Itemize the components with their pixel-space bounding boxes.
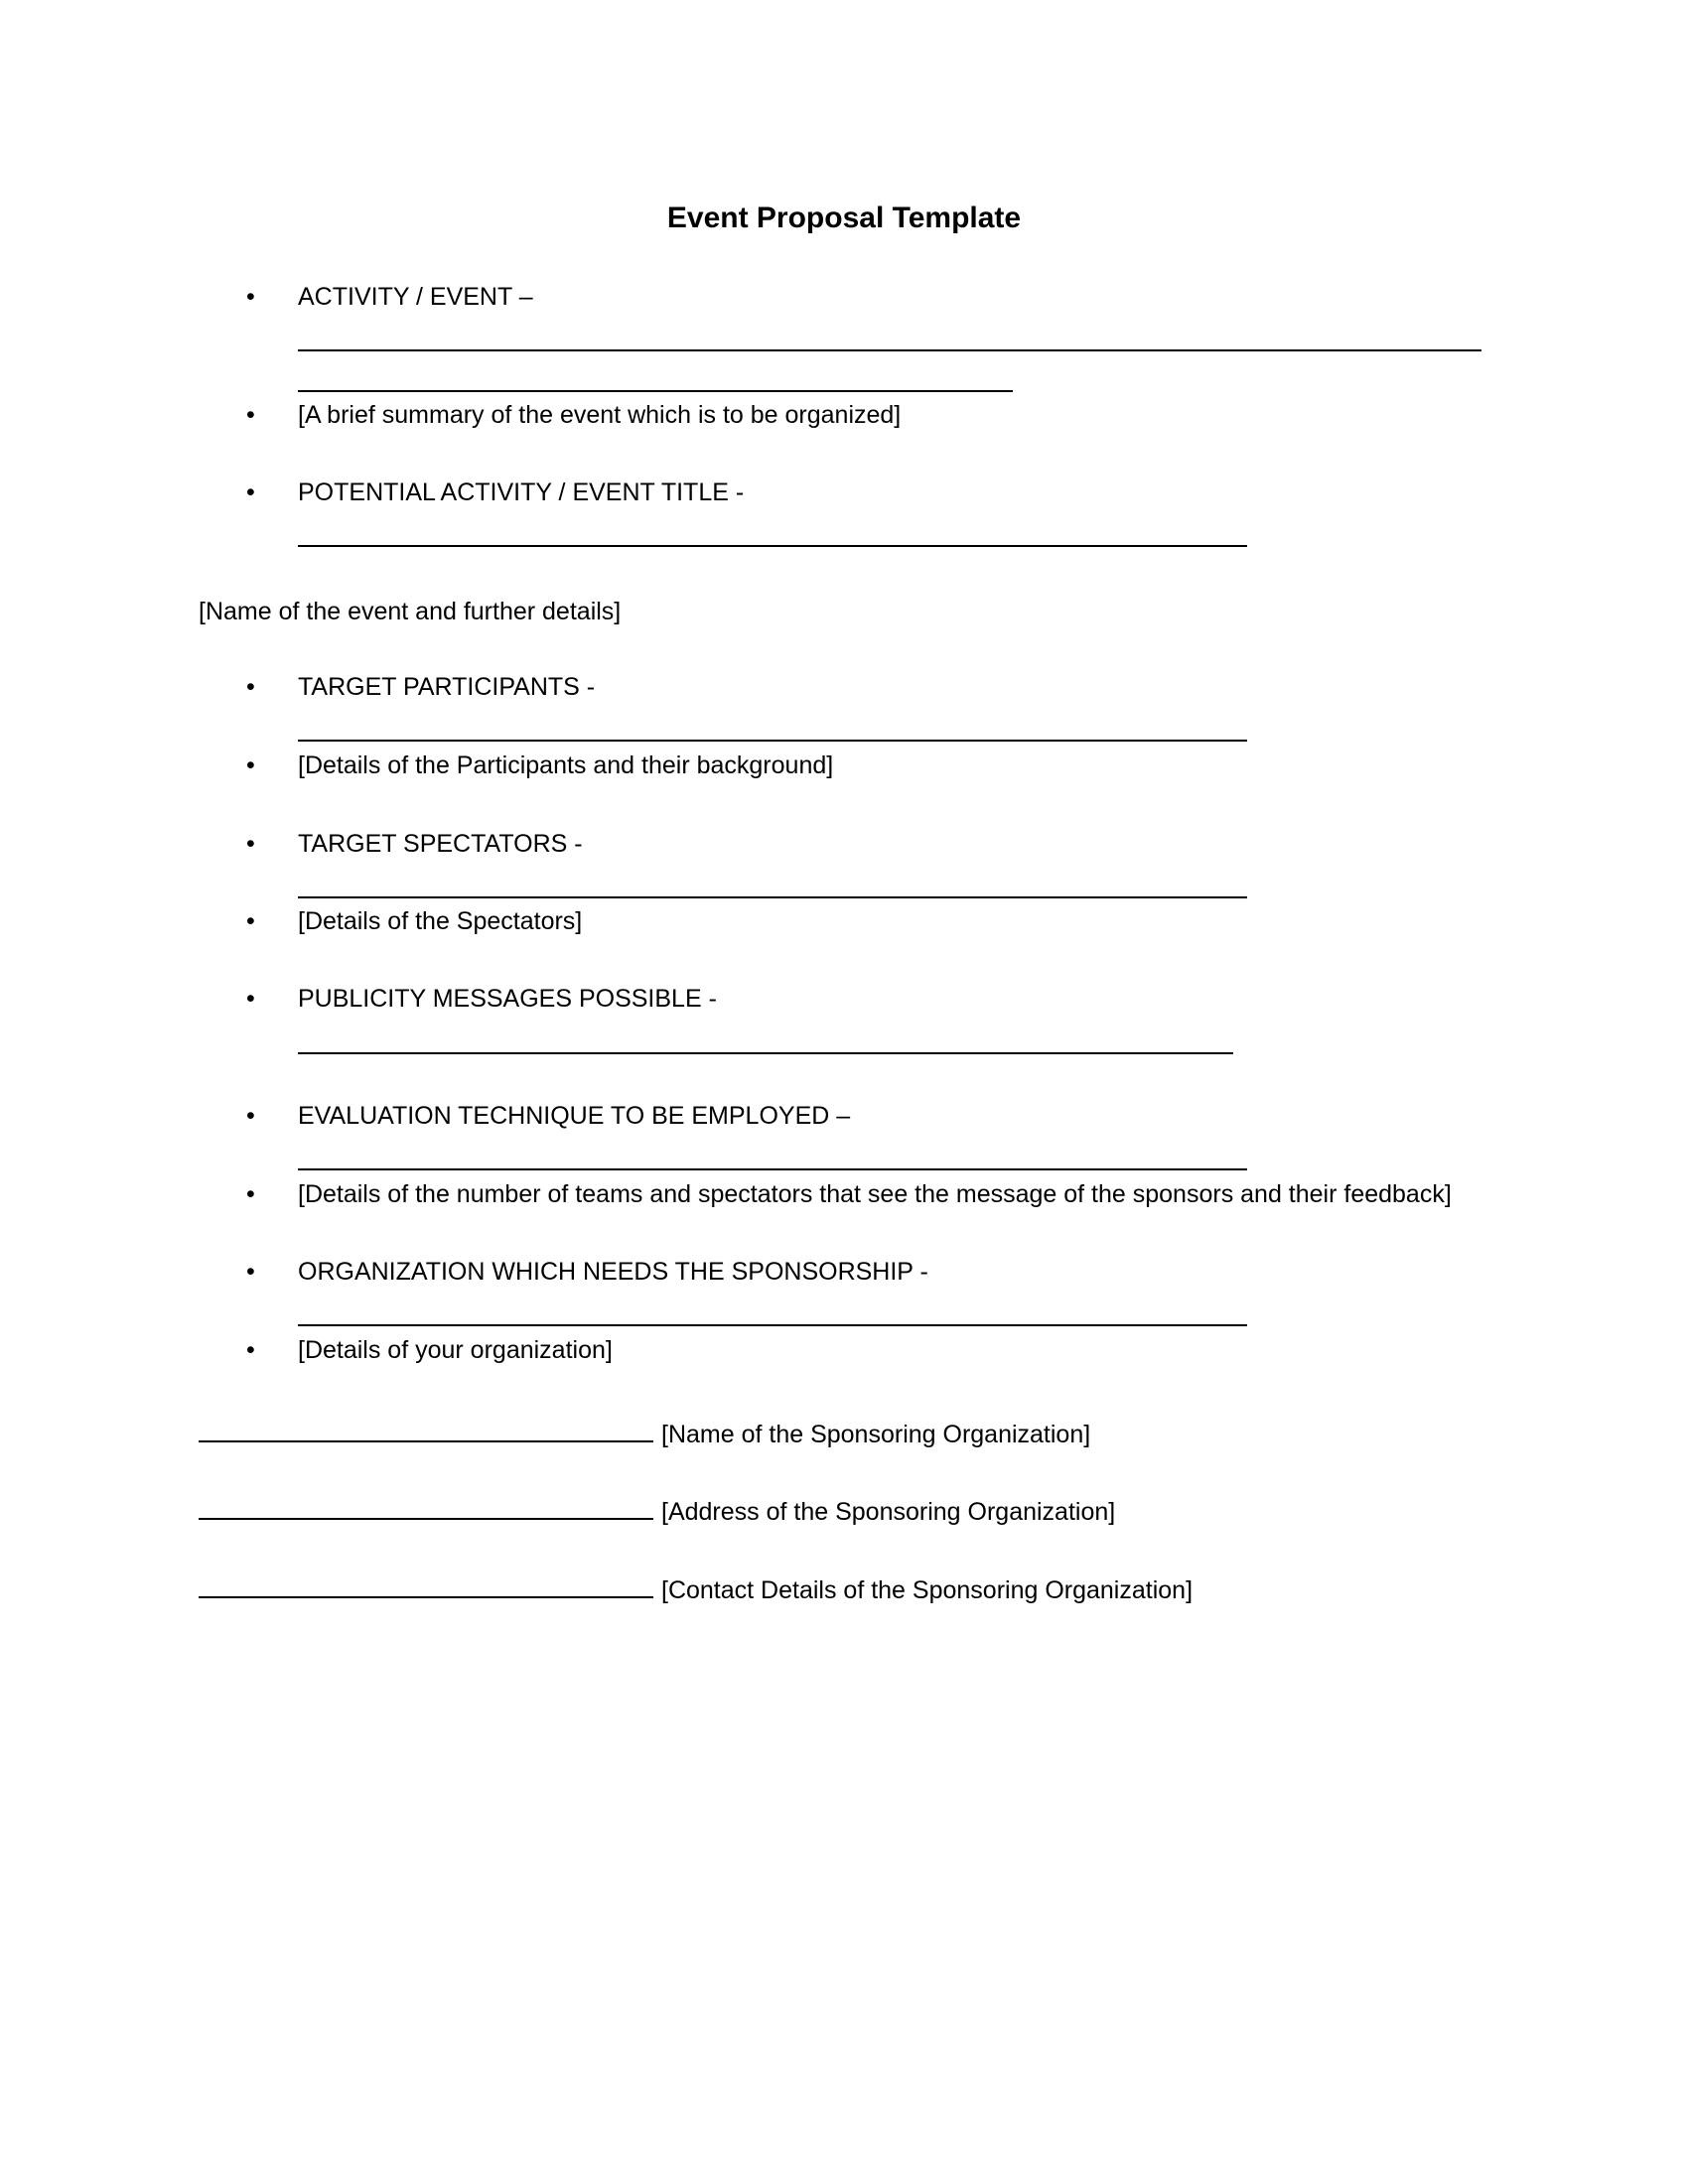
sponsor-contact-line <box>199 1570 653 1598</box>
bullet-icon: • <box>246 283 255 311</box>
sponsor-name-line <box>199 1415 653 1442</box>
page-title: Event Proposal Template <box>666 202 1022 234</box>
sponsor-address-label: [Address of the Sponsoring Organization] <box>661 1498 1116 1526</box>
target-spectators-line <box>298 896 1247 898</box>
potential-title-line <box>298 545 1247 547</box>
publicity-messages-line <box>298 1052 1233 1054</box>
sponsor-contact-label: [Contact Details of the Sponsoring Organization] <box>661 1576 1194 1604</box>
bullet-icon: • <box>246 1180 255 1208</box>
sponsor-address-row <box>199 1492 1115 1527</box>
bullet-icon: • <box>246 985 255 1013</box>
activity-event-label: ACTIVITY / EVENT – <box>298 283 533 311</box>
bullet-icon: • <box>246 1258 255 1286</box>
target-spectators-label: TARGET SPECTATORS - <box>298 830 583 858</box>
activity-event-line-1 <box>298 349 1481 351</box>
bullet-icon: • <box>246 1336 255 1364</box>
evaluation-details-text: [Details of the number of teams and spectators that see the message of the sponsors and their feedback] <box>298 1180 1452 1208</box>
bullet-icon: • <box>246 401 255 429</box>
summary-text: [A brief summary of the event which is to be organized] <box>298 401 902 429</box>
organization-needs-line <box>298 1324 1247 1326</box>
target-participants-line <box>298 740 1247 742</box>
name-of-event-text: [Name of the event and further details] <box>199 598 622 625</box>
bullet-icon: • <box>246 478 255 506</box>
publicity-messages-label: PUBLICITY MESSAGES POSSIBLE - <box>298 985 717 1013</box>
organization-details-text: [Details of your organization] <box>298 1336 613 1364</box>
bullet-icon: • <box>246 751 255 779</box>
target-participants-label: TARGET PARTICIPANTS - <box>298 673 596 701</box>
sponsor-name-label: [Name of the Sponsoring Organization] <box>661 1421 1091 1448</box>
activity-event-line-2 <box>298 390 1013 392</box>
participants-details-text: [Details of the Participants and their background] <box>298 751 834 779</box>
potential-title-label: POTENTIAL ACTIVITY / EVENT TITLE - <box>298 478 745 506</box>
evaluation-technique-line <box>298 1168 1247 1170</box>
sponsor-contact-row <box>199 1570 1193 1605</box>
sponsor-address-line <box>199 1492 653 1520</box>
spectators-details-text: [Details of the Spectators] <box>298 907 583 935</box>
organization-needs-label: ORGANIZATION WHICH NEEDS THE SPONSORSHIP - <box>298 1258 928 1286</box>
bullet-icon: • <box>246 907 255 935</box>
bullet-icon: • <box>246 673 255 701</box>
bullet-icon: • <box>246 1102 255 1130</box>
evaluation-technique-label: EVALUATION TECHNIQUE TO BE EMPLOYED – <box>298 1102 851 1130</box>
bullet-icon: • <box>246 830 255 858</box>
sponsor-name-row <box>199 1415 1090 1449</box>
